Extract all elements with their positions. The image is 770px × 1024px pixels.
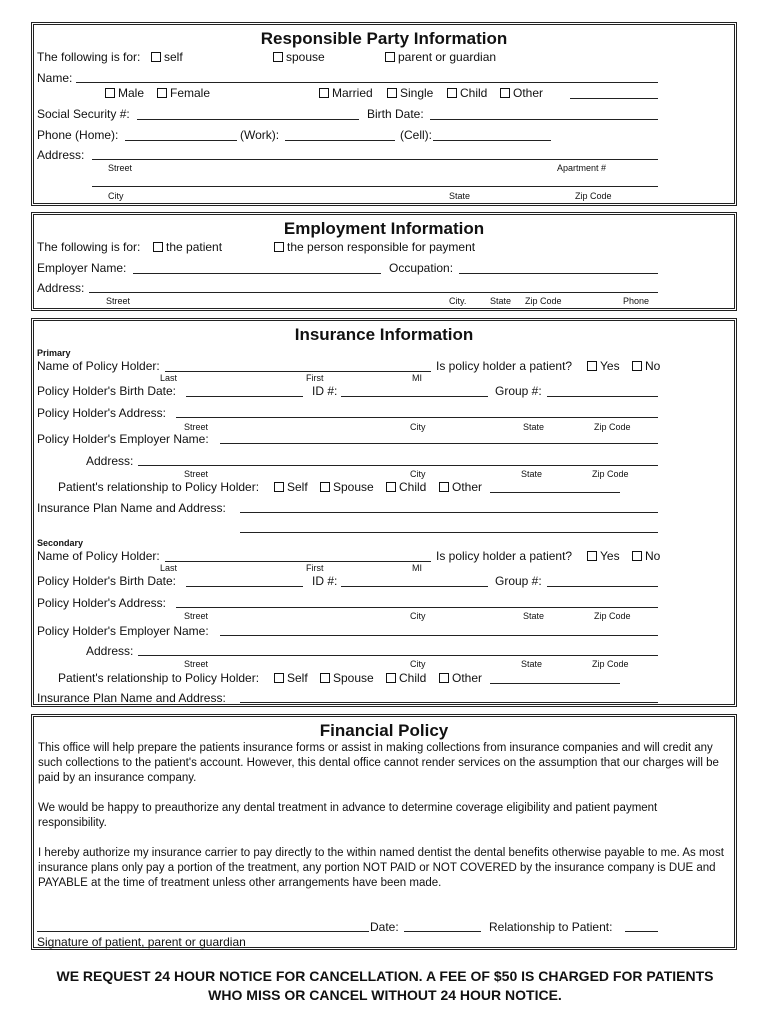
checkbox-box <box>500 88 510 98</box>
checkbox-box <box>447 88 457 98</box>
no-label: No <box>645 359 661 373</box>
policy-paragraph-3: I hereby authorize my insurance carrier to pay directly to the within named dentist the dental benefits otherwise payable to me. As most insurance plans only pay a portion of the treatment, any portion NOT PAID or NOT COVERED by the insurance company is DUE and PAYABLE at the time of treatment unless other arrangements have been made. <box>38 847 724 889</box>
child-checkbox[interactable] <box>447 86 487 100</box>
city-caption: City <box>410 422 426 432</box>
primary-yes-checkbox[interactable] <box>587 359 620 373</box>
birth-date-label: Policy Holder's Birth Date: <box>37 384 177 398</box>
checkbox-box <box>153 242 163 252</box>
phone-cell-field[interactable] <box>433 140 551 141</box>
no-label: No <box>645 549 661 563</box>
last-caption: Last <box>160 563 178 573</box>
first-caption: First <box>306 563 324 573</box>
checkbox-box <box>151 52 161 62</box>
first-caption: First <box>306 373 324 383</box>
group-label: Group #: <box>495 574 542 588</box>
employment-title: Employment Information <box>283 219 485 238</box>
patient-checkbox[interactable] <box>153 240 222 254</box>
rel-child-label: Child <box>399 480 427 494</box>
self-label: self <box>164 50 183 64</box>
street-caption: Street <box>184 659 209 669</box>
self-checkbox[interactable] <box>151 50 183 64</box>
name-label: Name: <box>37 71 73 85</box>
spouse-checkbox[interactable] <box>273 50 325 64</box>
id-label: ID #: <box>312 384 338 398</box>
cancellation-notice: WE REQUEST 24 HOUR NOTICE FOR CANCELLATION. A FEE OF $50 IS CHARGED FOR PATIENTS WHO MISS OR CANCEL WITHOUT 24 HOUR NOTICE. <box>56 968 714 1003</box>
checkbox-box <box>587 551 597 561</box>
relationship-label: Patient's relationship to Policy Holder: <box>58 671 260 685</box>
checkbox-box <box>385 52 395 62</box>
other-checkbox[interactable] <box>500 86 543 100</box>
holder-address-field[interactable] <box>176 417 658 418</box>
rel-spouse-label: Spouse <box>333 480 374 494</box>
occupation-field[interactable] <box>459 273 658 274</box>
zip-caption: Zip Code <box>594 422 631 432</box>
responsible-party-section <box>31 22 737 206</box>
holder-name-field[interactable] <box>165 561 431 562</box>
rel-self-checkbox[interactable] <box>274 480 308 494</box>
single-label: Single <box>400 86 434 100</box>
id-field[interactable] <box>341 586 488 587</box>
state-caption: State <box>449 191 471 201</box>
street-caption: Street <box>108 163 133 173</box>
city-caption: City <box>410 469 426 479</box>
relationship-label: Patient's relationship to Policy Holder: <box>58 480 260 494</box>
zip-caption: Zip Code <box>525 296 562 306</box>
rel-other-checkbox[interactable] <box>439 480 482 494</box>
rel-other-checkbox[interactable] <box>439 671 482 685</box>
rel-spouse-checkbox[interactable] <box>320 480 374 494</box>
following-label: The following is for: <box>37 50 141 64</box>
spouse-label: spouse <box>286 50 325 64</box>
date-label: Date: <box>370 920 399 934</box>
is-patient-label: Is policy holder a patient? <box>436 549 573 563</box>
plan-label: Insurance Plan Name and Address: <box>37 501 226 515</box>
employer-name-field[interactable] <box>133 273 381 274</box>
checkbox-box <box>157 88 167 98</box>
checkbox-box <box>320 482 330 492</box>
employer-name-label: Employer Name: <box>37 261 127 275</box>
rel-spouse-label: Spouse <box>333 671 374 685</box>
phone-work-label: (Work): <box>240 128 280 142</box>
street-caption: Street <box>184 469 209 479</box>
rel-child-label: Child <box>399 671 427 685</box>
financial-policy-section <box>31 714 737 950</box>
group-field[interactable] <box>547 396 658 397</box>
primary-no-checkbox[interactable] <box>632 359 660 373</box>
zip-caption: Zip Code <box>594 611 631 621</box>
signature-caption: Signature of patient, parent or guardian <box>37 935 246 949</box>
city-caption: City <box>108 191 124 201</box>
insurance-section <box>31 318 737 707</box>
employer-address-label: Address: <box>86 644 134 658</box>
employer-address-field[interactable] <box>138 655 658 656</box>
state-caption: State <box>523 611 545 621</box>
occupation-label: Occupation: <box>389 261 454 275</box>
rel-child-checkbox[interactable] <box>386 480 426 494</box>
rel-child-checkbox[interactable] <box>386 671 426 685</box>
state-caption: State <box>521 469 543 479</box>
zip-caption: Zip Code <box>592 469 629 479</box>
patient-label: the patient <box>166 240 223 254</box>
parent-guardian-checkbox[interactable] <box>385 50 496 64</box>
employment-section <box>31 212 737 311</box>
mi-caption: MI <box>412 563 422 573</box>
city-caption: City <box>410 659 426 669</box>
relationship-to-patient-field[interactable] <box>625 931 658 932</box>
holder-name-label: Name of Policy Holder: <box>37 359 160 373</box>
other-label: Other <box>513 86 544 100</box>
street-field[interactable] <box>92 159 658 160</box>
checkbox-box <box>319 88 329 98</box>
checkbox-box <box>632 551 642 561</box>
following-label: The following is for: <box>37 240 141 254</box>
rel-spouse-checkbox[interactable] <box>320 671 374 685</box>
checkbox-box <box>274 482 284 492</box>
is-patient-label: Is policy holder a patient? <box>436 359 573 373</box>
checkbox-box <box>386 673 396 683</box>
city-caption: City. <box>449 296 467 306</box>
id-label: ID #: <box>312 574 338 588</box>
id-field[interactable] <box>341 396 488 397</box>
phone-caption: Phone <box>623 296 650 306</box>
state-caption: State <box>523 422 545 432</box>
birth-date-label: Policy Holder's Birth Date: <box>37 574 177 588</box>
rel-other-label: Other <box>452 671 483 685</box>
name-field[interactable] <box>76 82 658 83</box>
holder-name-field[interactable] <box>165 371 431 372</box>
policy-paragraph-2: We would be happy to preauthorize any dental treatment in advance to determine coverage eligibility and patient payment responsibility. <box>38 802 658 829</box>
checkbox-box <box>320 673 330 683</box>
street-caption: Street <box>184 422 209 432</box>
holder-address-label: Policy Holder's Address: <box>37 406 167 420</box>
yes-label: Yes <box>600 549 620 563</box>
phone-work-field[interactable] <box>285 140 395 141</box>
ssn-label: Social Security #: <box>37 107 130 121</box>
checkbox-box <box>632 361 642 371</box>
birth-date-field[interactable] <box>430 119 658 120</box>
parent-guardian-label: parent or guardian <box>398 50 497 64</box>
checkbox-box <box>439 482 449 492</box>
zip-caption: Zip Code <box>575 191 612 201</box>
group-field[interactable] <box>547 586 658 587</box>
phone-home-field[interactable] <box>125 140 237 141</box>
male-checkbox[interactable] <box>105 86 144 100</box>
insurance-title: Insurance Information <box>294 325 474 344</box>
employer-address-label: Address: <box>86 454 134 468</box>
birth-date-field[interactable] <box>186 396 303 397</box>
city-caption: City <box>410 611 426 621</box>
responsible-payment-label: the person responsible for payment <box>287 240 476 254</box>
checkbox-box <box>273 52 283 62</box>
phone-home-label: Phone (Home): <box>37 128 119 142</box>
plan-field-2[interactable] <box>240 532 658 533</box>
plan-label: Insurance Plan Name and Address: <box>37 691 226 705</box>
street-caption: Street <box>184 611 209 621</box>
state-caption: State <box>521 659 543 669</box>
secondary-yes-checkbox[interactable] <box>587 549 620 563</box>
checkbox-box <box>439 673 449 683</box>
financial-policy-title: Financial Policy <box>319 721 449 740</box>
last-caption: Last <box>160 373 178 383</box>
relationship-to-patient-label: Relationship to Patient: <box>489 920 613 934</box>
signature-field[interactable] <box>37 931 369 932</box>
yes-label: Yes <box>600 359 620 373</box>
plan-field-1[interactable] <box>240 512 658 513</box>
phone-cell-label: (Cell): <box>400 128 432 142</box>
female-label: Female <box>170 86 211 100</box>
policy-paragraph-1: This office will help prepare the patients insurance forms or assist in making collections from insurance companies and will credit any such collections to the patient's account. However, this dental office cannot render services on the assumption that our charges will be paid by an insurance company. <box>38 742 719 784</box>
ssn-field[interactable] <box>137 119 359 120</box>
rel-self-label: Self <box>287 480 308 494</box>
responsible-payment-checkbox[interactable] <box>274 240 475 254</box>
primary-heading: Primary <box>37 348 71 358</box>
rel-other-field[interactable] <box>490 683 620 684</box>
other-field[interactable] <box>570 98 658 99</box>
checkbox-box <box>587 361 597 371</box>
birth-date-label: Birth Date: <box>367 107 424 121</box>
holder-name-label: Name of Policy Holder: <box>37 549 160 563</box>
employment-address-field[interactable] <box>89 292 658 293</box>
address-label: Address: <box>37 148 85 162</box>
employer-name-field[interactable] <box>220 443 658 444</box>
responsible-party-title: Responsible Party Information <box>260 29 508 48</box>
married-checkbox[interactable] <box>319 86 373 100</box>
date-field[interactable] <box>404 931 481 932</box>
rel-self-label: Self <box>287 671 308 685</box>
employer-address-field[interactable] <box>138 465 658 466</box>
married-label: Married <box>332 86 373 100</box>
employment-address-label: Address: <box>37 281 85 295</box>
rel-other-field[interactable] <box>490 492 620 493</box>
checkbox-box <box>387 88 397 98</box>
rel-self-checkbox[interactable] <box>274 671 308 685</box>
state-caption: State <box>490 296 512 306</box>
plan-field[interactable] <box>240 702 658 703</box>
checkbox-box <box>274 673 284 683</box>
checkbox-box <box>386 482 396 492</box>
child-label: Child <box>460 86 488 100</box>
secondary-no-checkbox[interactable] <box>632 549 660 563</box>
employer-name-label: Policy Holder's Employer Name: <box>37 624 209 638</box>
checkbox-box <box>274 242 284 252</box>
mi-caption: MI <box>412 373 422 383</box>
employer-name-field[interactable] <box>220 635 658 636</box>
zip-caption: Zip Code <box>592 659 629 669</box>
holder-address-label: Policy Holder's Address: <box>37 596 167 610</box>
secondary-heading: Secondary <box>37 538 84 548</box>
male-label: Male <box>118 86 145 100</box>
checkbox-box <box>105 88 115 98</box>
street-caption: Street <box>106 296 131 306</box>
city-state-zip-field[interactable] <box>92 186 658 187</box>
employer-name-label: Policy Holder's Employer Name: <box>37 432 209 446</box>
group-label: Group #: <box>495 384 542 398</box>
female-checkbox[interactable] <box>157 86 210 100</box>
holder-address-field[interactable] <box>176 607 658 608</box>
apartment-caption: Apartment # <box>557 163 607 173</box>
single-checkbox[interactable] <box>387 86 433 100</box>
rel-other-label: Other <box>452 480 483 494</box>
birth-date-field[interactable] <box>186 586 303 587</box>
